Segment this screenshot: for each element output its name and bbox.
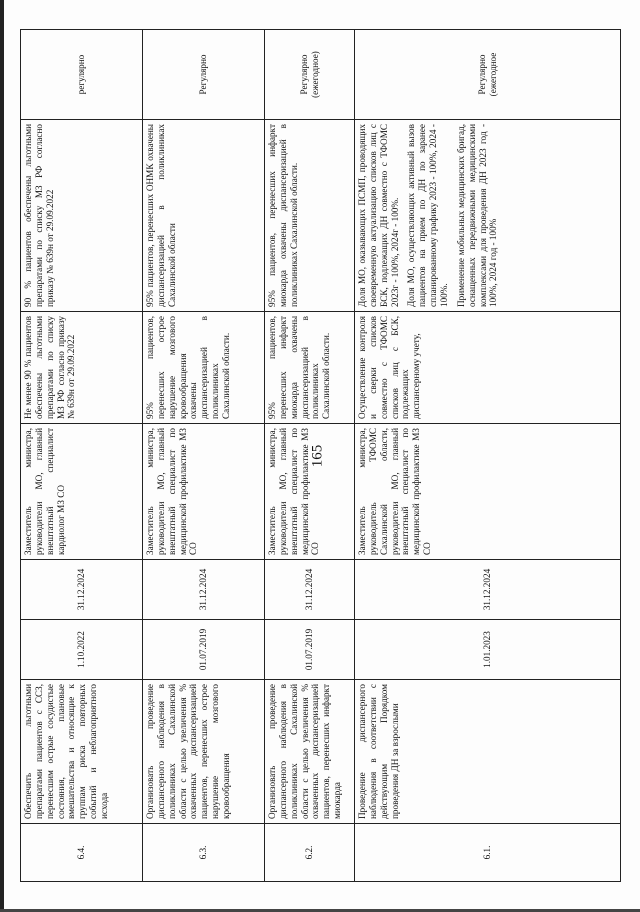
start-date-cell: 1.01.2023: [355, 620, 621, 680]
start-date-cell: 01.07.2019: [143, 620, 265, 680]
result-cell: Осуществление контроля и сверки списков совместно с ТФОМС списков лиц с БСК, подлежащих диспансерному учету,: [355, 312, 621, 424]
result-cell: 95% пациентов, перенесших острое нарушение мозгового кровообращения охвачены диспансеризацией в поликлиниках Сахалинской области.: [143, 312, 265, 424]
indicator-text: Применение мобильных медицинских бригад, оснащенных передвижными медицинскими комплексами для проведения ДН 2023 год - 100%, 2024 год - 100%: [455, 124, 499, 307]
period-cell: Регулярно: [143, 30, 265, 120]
table-row: [355, 30, 621, 882]
result-cell: Не менее 90 % пациентов обеспечены льготными препаратами по списку МЗ РФ согласно приказу № 639н от 29.09.2022: [21, 312, 143, 424]
indicator-text: 95% пациентов, перенесших инфаркт миокарда охвачены диспансеризацией в поликлиниках Сахалинской области.: [267, 124, 299, 307]
table-row: [265, 30, 355, 882]
indicator-text: Доля МО, оказывающих ПСМП, проводящих своевременную актуализацию списков лиц с БСК, подлежащих ДН совместно с ТФОМС 2023г - 100%, 2024г - 100%.: [357, 124, 400, 307]
table-row: [21, 30, 143, 882]
indicator-cell: [355, 120, 621, 312]
indicator-text: 95% пациентов, перенесших ОНМК охвачены диспансеризацией в поликлиниках Сахалинской области: [145, 124, 177, 307]
row-number: 6.2.: [265, 824, 355, 882]
rotated-table-wrapper: [20, 30, 620, 882]
page-number-text: 165: [309, 444, 326, 468]
end-date-cell: 31.12.2024: [143, 560, 265, 620]
start-date-cell: 1.10.2022: [21, 620, 143, 680]
indicator-cell: [21, 120, 143, 312]
responsible-cell: Заместитель министра, руководители МО, главный внештатный специалист по медицинской профилактике МЗ СО: [265, 424, 355, 560]
period-cell: Регулярно (ежегодное: [355, 30, 621, 120]
scan-edge-left: [0, 0, 4, 912]
end-date-cell: 31.12.2024: [21, 560, 143, 620]
table-row: [143, 30, 265, 882]
result-cell: 95% пациентов, перенесших инфаркт миокарда охвачены диспансеризацией в поликлиниках Сахалинской области.: [265, 312, 355, 424]
start-date-cell: 01.07.2019: [265, 620, 355, 680]
event-cell: Организовать проведение диспансерного наблюдения в поликлиниках Сахалинской области с целью увеличения % охваченных диспансеризацией пациентов, перенесших инфаркт миокарда: [265, 680, 355, 824]
row-number: 6.4.: [21, 824, 143, 882]
event-cell: Обеспечить льготными препаратами пациентов с ССЗ, перенесшим острые сосудистые состояния, плановые вмешательства и относящие к группам риска повторных событий и неблагоприятного исхода: [21, 680, 143, 824]
indicator-text: 90 % пациентов обеспечены льготными препаратами по списку МЗ РФ согласно приказу № 639н от 29.09.2022: [23, 124, 55, 307]
period-cell: регулярно: [21, 30, 143, 120]
responsible-cell: Заместитель министра, руководители МО, главный внештатный специалист кардиолог МЗ СО: [21, 424, 143, 560]
end-date-cell: 31.12.2024: [355, 560, 621, 620]
indicator-cell: [265, 120, 355, 312]
period-cell: Регулярно (ежегодное): [265, 30, 355, 120]
indicator-text: Доля МО, осуществляющих активный вызов пациентов на прием по ДН по заранее спланированному графику 2023 - 100%, 2024 - 100%.: [406, 124, 450, 307]
responsible-cell: Заместитель министра, руководители МО, главный внештатный специалист по медицинской профилактике МЗ СО: [143, 424, 265, 560]
row-number: 6.3.: [143, 824, 265, 882]
end-date-cell: 31.12.2024: [265, 560, 355, 620]
event-cell: Организовать проведение диспансерного наблюдения в поликлиниках Сахалинской области с целью увеличения % охваченных диспансеризацией пациентов, перенесших острое нарушение мозгового кровообращения: [143, 680, 265, 824]
measures-table: [20, 29, 621, 882]
event-cell: Проведение диспансерного наблюдения в соответствии с действующим Порядком проведения ДН за взрослыми: [355, 680, 621, 824]
row-number: 6.1.: [355, 824, 621, 882]
responsible-cell: Заместитель министра, руководитель ТФОМС Сахалинской области, руководители МО, главный внештатный специалист по медицинской профилактике МЗ СО: [355, 424, 621, 560]
indicator-cell: [143, 120, 265, 312]
